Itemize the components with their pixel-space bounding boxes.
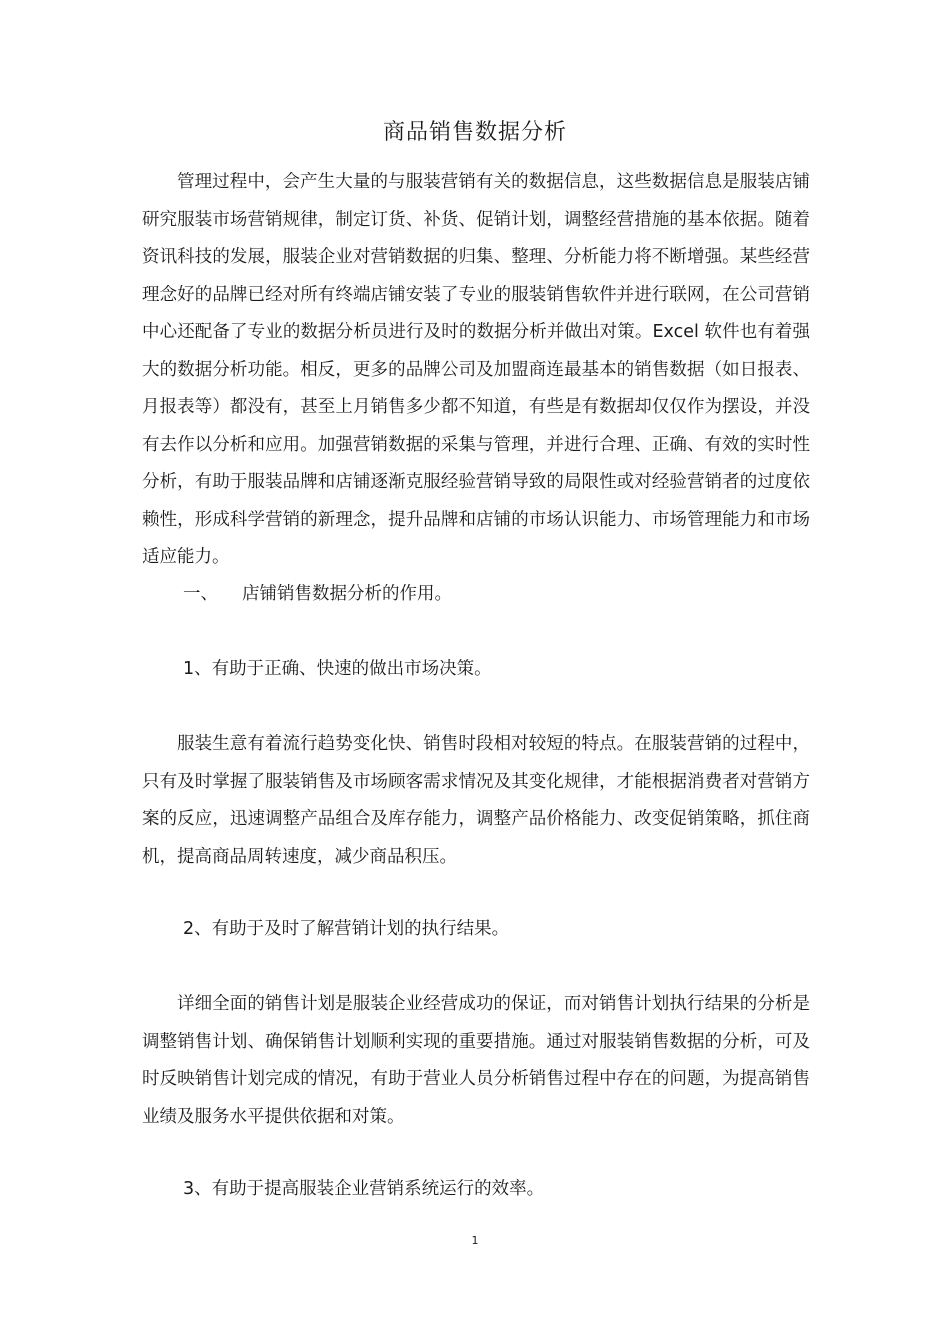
- document-title: 商品销售数据分析: [382, 120, 567, 145]
- page-number: 1: [471, 1234, 479, 1247]
- point-heading-3: 3、有助于提高服装企业营销系统运行的效率。: [183, 1179, 545, 1199]
- point-paragraph-2: 详细全面的销售计划是服装企业经营成功的保证，而对销售计划执行结果的分析是调整销售计划、确保销售计划顺利实现的重要措施。通过对服装销售数据的分析，可及时反映销售计划完成的情况，有助于营业人员分析销售过程中存在的问题，为提高销售业绩及服务水平提供依据和对策。: [142, 994, 810, 1127]
- intro-paragraph: 管理过程中，会产生大量的与服装营销有关的数据信息，这些数据信息是服装店铺研究服装市场营销规律，制定订货、补货、促销计划，调整经营措施的基本依据。随着资讯科技的发展，服装企业对营销数据的归集、整理、分析能力将不断增强。某些经营理念好的品牌已经对所有终端店铺安装了专业的服装销售软件并进行联网，在公司营销中心还配备了专业的数据分析员进行及时的数据分析并做出对策。Excel 软件也有着强大的数据分析功能。相反，更多的品牌公司及加盟商连最基本的销售数据（如日报表、月报表等）都没有，甚至上月销售多少都不知道，有些是有数据却仅仅作为摆设，并没有去作以分析和应用。加强营销数据的采集与管理，并进行合理、正确、有效的实时性分析，有助于服装品牌和店铺逐渐克服经验营销导致的局限性或对经验营销者的过度依赖性，形成科学营销的新理念，提升品牌和店铺的市场认识能力、市场管理能力和市场适应能力。: [142, 172, 810, 567]
- point-heading-1: 1、有助于正确、快速的做出市场决策。: [183, 659, 492, 679]
- section-number: 一、: [183, 584, 218, 604]
- point-heading-2: 2、有助于及时了解营销计划的执行结果。: [183, 919, 510, 939]
- section-title: 店铺销售数据分析的作用。: [242, 584, 452, 604]
- section-heading-1: [183, 576, 452, 614]
- point-paragraph-1: 服装生意有着流行趋势变化快、销售时段相对较短的特点。在服装营销的过程中，只有及时掌握了服装销售及市场顾客需求情况及其变化规律，才能根据消费者对营销方案的反应，迅速调整产品组合及库存能力，调整产品价格能力、改变促销策略，抓住商机，提高商品周转速度，减少商品积压。: [142, 734, 810, 867]
